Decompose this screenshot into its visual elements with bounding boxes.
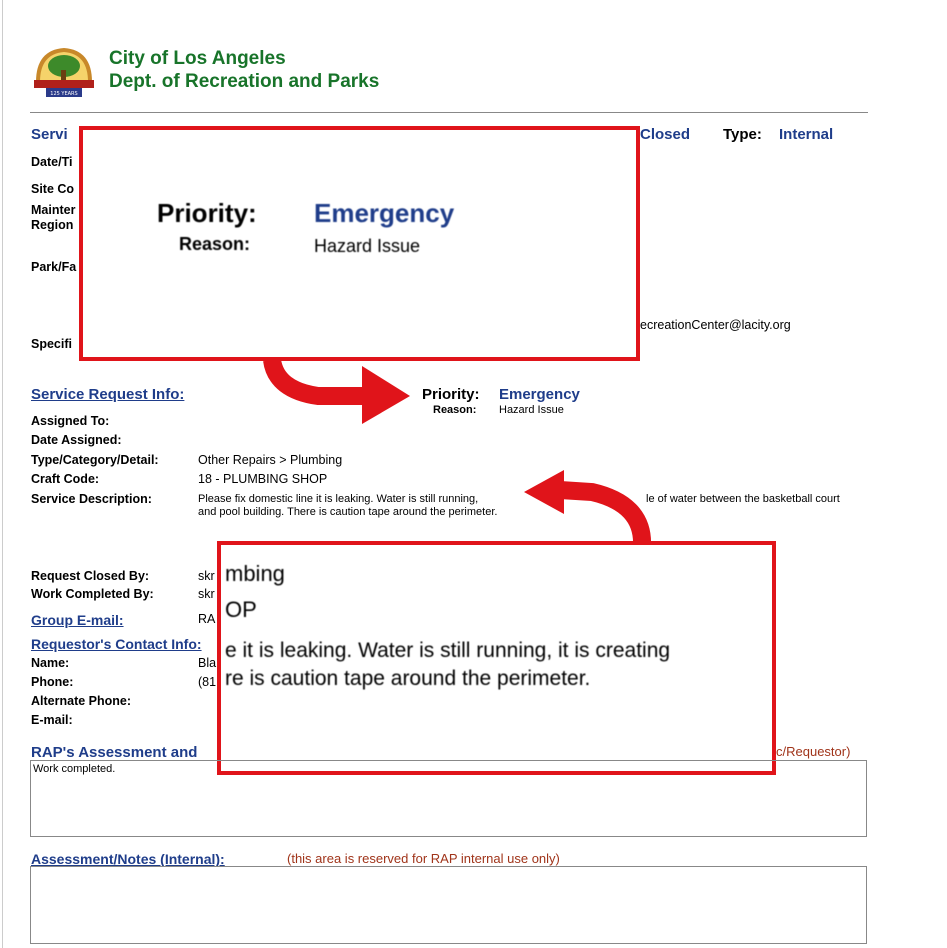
facility-email-fragment: ecreationCenter@lacity.org — [640, 318, 791, 332]
specific-label: Specifi — [31, 337, 72, 351]
priority-value: Emergency — [499, 386, 580, 403]
request-info-heading: Service Request Info: — [31, 386, 185, 403]
dept-logo — [30, 42, 98, 100]
zoom-reason-label: Reason: — [179, 234, 251, 254]
requestor-heading: Requestor's Contact Info: — [31, 636, 202, 652]
name-label: Name: — [31, 656, 70, 670]
type-category-value: Other Repairs > Plumbing — [198, 453, 343, 467]
closed-by-value: skr — [198, 569, 215, 583]
internal-notes-heading: Assessment/Notes (Internal): — [31, 851, 225, 867]
zoom-desc-line4: re is caution tape around the perimeter. — [225, 667, 591, 690]
internal-notes-note: (this area is reserved for RAP internal use only) — [287, 851, 560, 866]
email-label: E-mail: — [31, 713, 73, 727]
group-email-heading: Group E-mail: — [31, 612, 124, 628]
closed-by-label: Request Closed By: — [31, 569, 150, 583]
assessment-heading: RAP's Assessment and — [31, 744, 198, 761]
zoom-priority-label: Priority: — [157, 198, 257, 228]
phone-value: (81 — [198, 675, 217, 689]
site-code-label: Site Co — [31, 182, 75, 196]
assessment-text: Work completed. — [33, 763, 116, 775]
maintenance-label: Mainter — [31, 203, 76, 217]
priority-label: Priority: — [422, 386, 480, 403]
completed-by-value: skr — [198, 587, 215, 601]
date-assigned-label: Date Assigned: — [31, 433, 122, 447]
name-value: Bla — [198, 656, 217, 670]
zoom-desc-line3: e it is leaking. Water is still running, it is creating — [225, 639, 671, 662]
page-edge — [2, 0, 3, 948]
header-city: City of Los Angeles — [109, 48, 286, 69]
zoom-desc-line2: OP — [225, 597, 257, 622]
assessment-textbox — [30, 760, 867, 837]
zoom-reason-value: Hazard Issue — [314, 236, 421, 256]
phone-label: Phone: — [31, 675, 74, 689]
craft-code-label: Craft Code: — [31, 472, 100, 486]
internal-notes-textbox — [30, 866, 867, 944]
status-value: Closed — [640, 126, 691, 143]
region-label: Region — [31, 218, 74, 232]
zoom-callout-description — [217, 541, 776, 775]
service-description-line2: and pool building. There is caution tape around the perimeter. — [198, 506, 498, 518]
assigned-to-label: Assigned To: — [31, 414, 110, 428]
type-label: Type: — [723, 126, 762, 143]
service-title-fragment: Servi — [31, 126, 68, 143]
assessment-heading-tail: c/Requestor) — [776, 744, 851, 759]
craft-code-value: 18 - PLUMBING SHOP — [198, 472, 328, 486]
group-email-value: RA — [198, 612, 216, 626]
alt-phone-label: Alternate Phone: — [31, 694, 132, 708]
reason-label: Reason: — [433, 404, 477, 416]
type-category-label: Type/Category/Detail: — [31, 453, 159, 467]
callout-arrow-icon — [262, 356, 422, 426]
service-description-label: Service Description: — [31, 492, 152, 506]
zoom-priority-value: Emergency — [314, 198, 455, 228]
header-dept: Dept. of Recreation and Parks — [109, 71, 380, 92]
zoom-desc-line1: mbing — [225, 561, 285, 586]
service-description-line1b: le of water between the basketball court — [646, 493, 840, 505]
tree-logo-icon — [30, 42, 98, 100]
callout-arrow-icon-2 — [520, 466, 660, 548]
zoom-callout-priority — [79, 126, 640, 361]
logo-years-text: 125 YEARS — [50, 91, 78, 97]
reason-value: Hazard Issue — [499, 404, 564, 416]
park-facility-label: Park/Fa — [31, 260, 77, 274]
completed-by-label: Work Completed By: — [31, 587, 154, 601]
service-description-line1a: Please fix domestic line it is leaking. Water is still running, — [198, 493, 479, 505]
date-time-label: Date/Ti — [31, 155, 73, 169]
type-value: Internal — [779, 126, 834, 143]
header-rule — [30, 112, 868, 113]
